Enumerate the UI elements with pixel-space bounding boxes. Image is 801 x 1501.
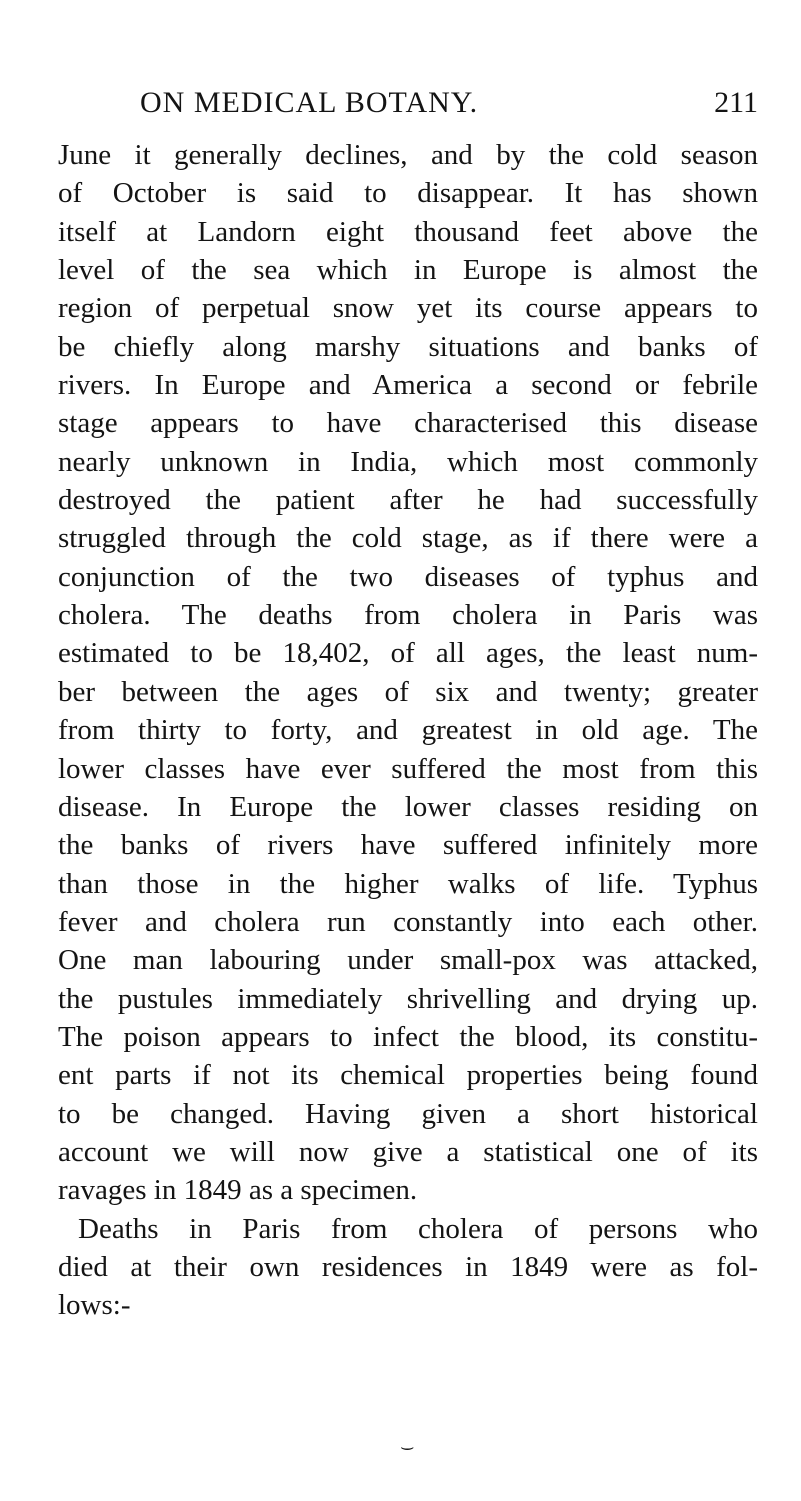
printer-ornament: ⌣ — [399, 1439, 415, 1456]
text-line: region of perpetual snow yet its course appears to — [58, 292, 758, 325]
text-line: lows:- — [58, 1289, 131, 1322]
text-line: Deaths in Paris from cholera of persons who — [78, 1212, 758, 1245]
text-line: conjunction of the two diseases of typhus and — [58, 560, 758, 593]
text-line: died at their own residences in 1849 were as fol- — [58, 1250, 758, 1283]
text-line: the banks of rivers have suffered infinitely more — [58, 829, 758, 862]
text-line: level of the sea which in Europe is almost the — [58, 254, 758, 287]
page-number: 211 — [714, 86, 758, 119]
text-line: of October is said to disappear. It has shown — [58, 177, 758, 210]
text-line: itself at Landorn eight thousand feet above the — [58, 215, 758, 248]
running-title: ON MEDICAL BOTANY. — [140, 86, 479, 119]
text-line: fever and cholera run constantly into each other. — [58, 905, 758, 938]
text-line: June it generally declines, and by the cold season — [58, 139, 758, 171]
text-line: lower classes have ever suffered the most from this — [58, 752, 758, 785]
text-line: stage appears to have characterised this disease — [58, 407, 758, 440]
text-line: One man labouring under small-pox was attacked, — [58, 944, 758, 977]
text-line: than those in the higher walks of life. Typhus — [58, 867, 758, 900]
text-line: struggled through the cold stage, as if there were a — [58, 522, 758, 555]
text-line: ent parts if not its chemical properties being found — [58, 1059, 758, 1092]
running-head — [58, 86, 758, 126]
text-line: The poison appears to infect the blood, its constitu- — [58, 1020, 758, 1053]
text-line: from thirty to forty, and greatest in old age. The — [58, 714, 758, 747]
text-line: ber between the ages of six and twenty; greater — [58, 675, 758, 708]
text-line: be chiefly along marshy situations and banks of — [58, 330, 758, 363]
text-line: cholera. The deaths from cholera in Paris was — [58, 599, 758, 632]
text-line: estimated to be 18,402, of all ages, the least num- — [58, 637, 758, 670]
body-text — [58, 136, 758, 1325]
text-line: the pustules immediately shrivelling and drying up. — [58, 982, 758, 1015]
text-line: account we will now give a statistical one of its — [58, 1135, 758, 1168]
text-line: ravages in 1849 as a specimen. — [58, 1174, 418, 1207]
text-line: destroyed the patient after he had successfully — [58, 484, 758, 517]
text-line: to be changed. Having given a short historical — [58, 1097, 758, 1130]
text-line: disease. In Europe the lower classes residing on — [58, 790, 758, 823]
text-line: nearly unknown in India, which most commonly — [58, 445, 758, 478]
text-line: rivers. In Europe and America a second or febrile — [58, 369, 758, 402]
